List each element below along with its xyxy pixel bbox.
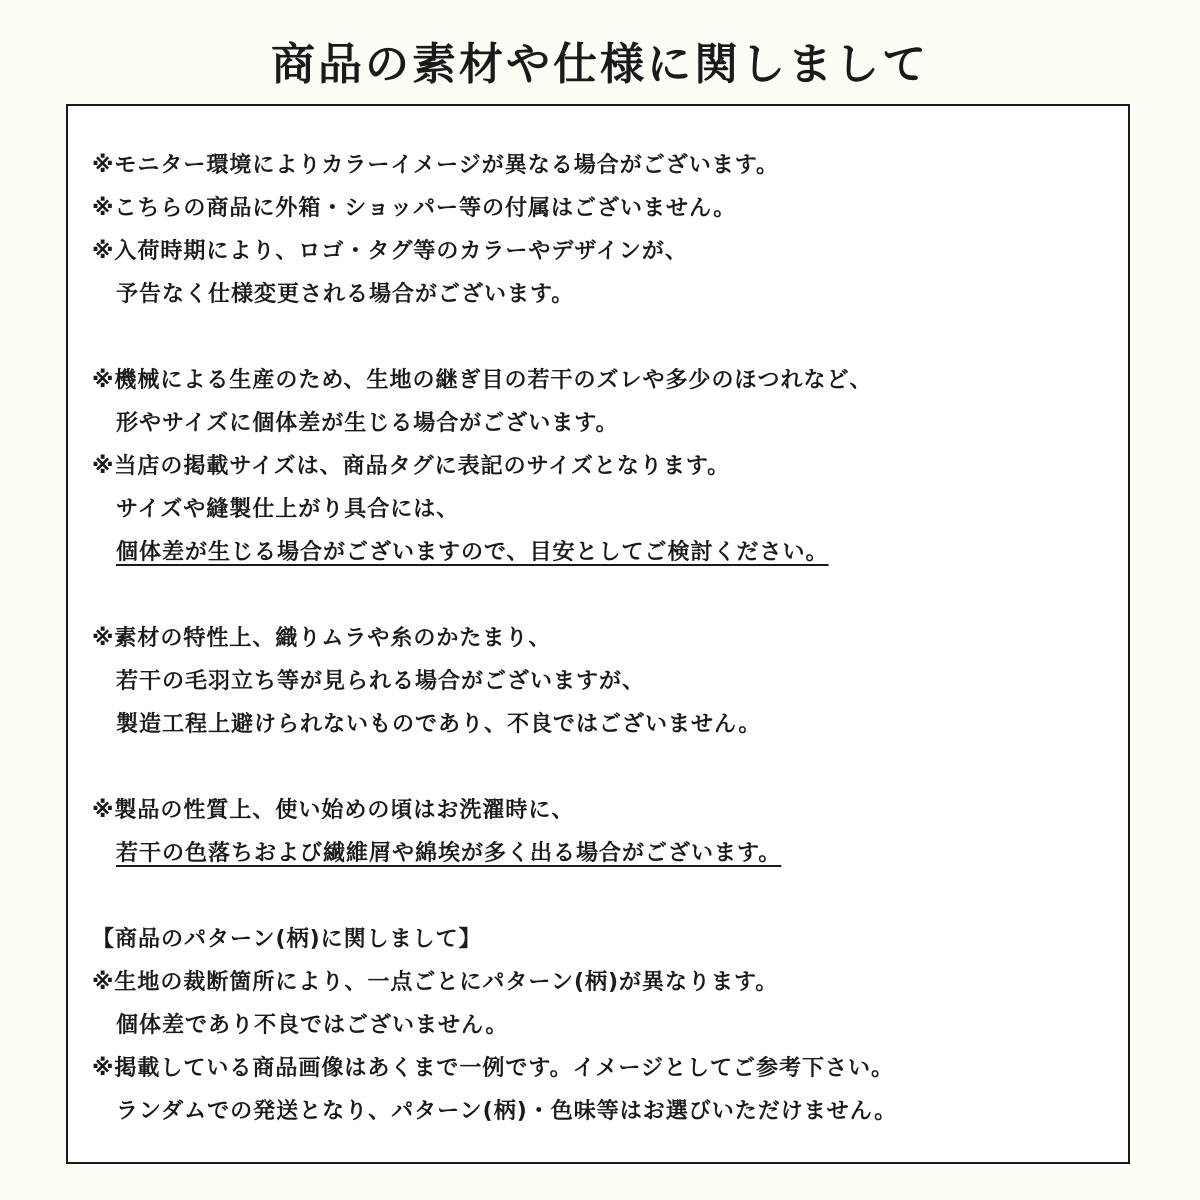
notice-text: ※当店の掲載サイズは、商品タグに表記のサイズとなります。 — [92, 454, 731, 479]
notice-line — [92, 617, 1102, 660]
notice-text: 形やサイズに個体差が生じる場合がございます。 — [116, 411, 619, 436]
notice-text: サイズや縫製仕上がり具合には、 — [116, 497, 460, 522]
notice-line — [92, 789, 1102, 832]
notice-text: 製造工程上避けられないものであり、不良ではございません。 — [116, 712, 762, 737]
notice-text: ランダムでの発送となり、パターン(柄)・色味等はお選びいただけません。 — [116, 1099, 898, 1124]
notice-text: 【商品のパターン(柄)に関しまして】 — [92, 927, 482, 952]
notice-text: 若干の色落ちおよび繊維屑や綿埃が多く出る場合がございます。 — [116, 841, 782, 866]
notice-line — [92, 918, 1102, 961]
notice-text: ※入荷時期により、ロゴ・タグ等のカラーやデザインが、 — [92, 239, 688, 264]
notice-line — [92, 961, 1102, 1004]
notice-list — [92, 144, 1102, 1133]
notice-text: ※こちらの商品に外箱・ショッパー等の付属はございません。 — [92, 196, 737, 221]
notice-line — [92, 230, 1102, 273]
notice-text: ※製品の性質上、使い始めの頃はお洗濯時に、 — [92, 798, 575, 823]
notice-line — [92, 1047, 1102, 1090]
notice-line-continuation — [92, 1004, 1102, 1047]
notice-line-continuation — [92, 531, 1102, 574]
page-title: 商品の素材や仕様に関しまして — [271, 39, 929, 90]
notice-line — [92, 445, 1102, 488]
notice-line-continuation — [92, 703, 1102, 746]
notice-line-continuation — [92, 402, 1102, 445]
notice-text: 個体差が生じる場合がございますので、目安としてご検討ください。 — [116, 540, 829, 565]
notice-text: ※モニター環境によりカラーイメージが異なる場合がございます。 — [92, 153, 779, 178]
notice-line — [92, 144, 1102, 187]
notice-text: ※生地の裁断箇所により、一点ごとにパターン(柄)が異なります。 — [92, 970, 779, 995]
notice-line — [92, 187, 1102, 230]
notice-text: ※素材の特性上、織りムラや糸のかたまり、 — [92, 626, 552, 651]
notice-line-continuation — [92, 660, 1102, 703]
notice-text: 予告なく仕様変更される場合がございます。 — [116, 282, 575, 307]
notice-line-continuation — [92, 273, 1102, 316]
notice-line-continuation — [92, 832, 1102, 875]
notice-text: ※機械による生産のため、生地の継ぎ目の若干のズレや多少のほつれなど、 — [92, 368, 873, 393]
notice-box — [66, 104, 1130, 1164]
notice-line-continuation — [92, 1090, 1102, 1133]
notice-text: ※掲載している商品画像はあくまで一例です。イメージとしてご参考下さい。 — [92, 1056, 894, 1081]
notice-line — [92, 359, 1102, 402]
notice-line-continuation — [92, 488, 1102, 531]
notice-text: 若干の毛羽立ち等が見られる場合がございますが、 — [116, 669, 646, 694]
notice-text: 個体差であり不良ではございません。 — [116, 1013, 509, 1038]
